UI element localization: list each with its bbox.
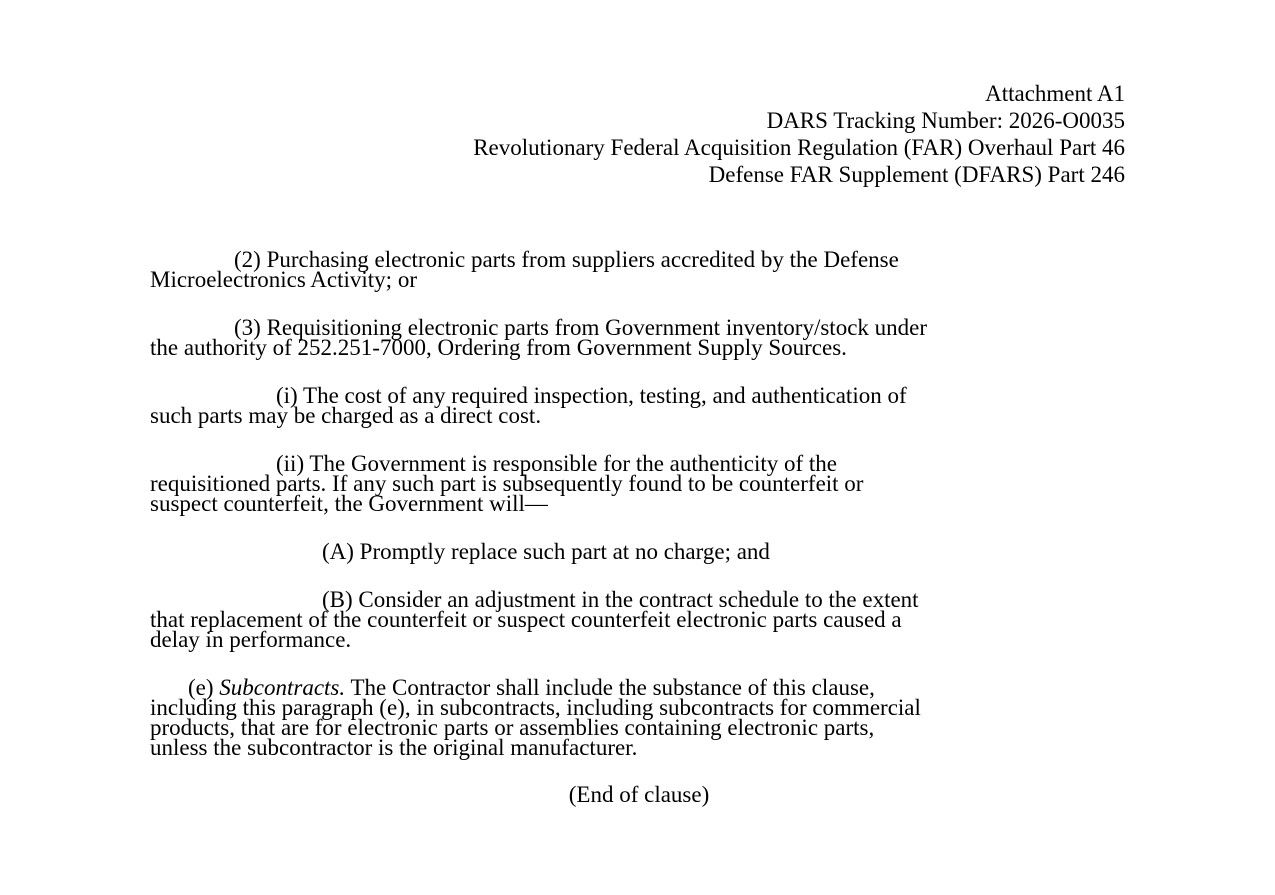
end-of-clause: (End of clause)	[568, 782, 710, 807]
paragraph-2-line-1: (2) Purchasing electronic parts from suppliers accredited by the Defense	[234, 247, 899, 272]
paragraph-B-line-3: delay in performance.	[150, 627, 352, 652]
paragraph-ii	[150, 451, 1140, 516]
paragraph-2-line-2: Microelectronics Activity; or	[150, 267, 417, 292]
paragraph-ii-line-3: suspect counterfeit, the Government will—	[150, 491, 548, 516]
paragraph-A-line-1: (A) Promptly replace such part at no charge; and	[322, 539, 770, 564]
clause-body	[150, 247, 1140, 807]
paragraph-i	[150, 383, 1140, 428]
document-header	[473, 80, 1125, 188]
paragraph-e-heading: Subcontracts.	[219, 675, 346, 700]
dfars-part-line: Defense FAR Supplement (DFARS) Part 246	[708, 162, 1125, 187]
paragraph-i-line-2: such parts may be charged as a direct cost.	[150, 403, 542, 428]
tracking-number: DARS Tracking Number: 2026-O0035	[766, 108, 1125, 133]
paragraph-e-label: (e)	[188, 675, 220, 700]
paragraph-e-line-3: products, that are for electronic parts or assemblies containing electronic parts,	[150, 715, 875, 740]
paragraph-e-line-4: unless the subcontractor is the original manufacturer.	[150, 735, 638, 760]
paragraph-B	[150, 587, 1140, 652]
paragraph-3-line-1: (3) Requisitioning electronic parts from Government inventory/stock under	[234, 315, 928, 340]
far-part-line: Revolutionary Federal Acquisition Regulation (FAR) Overhaul Part 46	[473, 135, 1125, 160]
paragraph-i-line-1: (i) The cost of any required inspection, testing, and authentication of	[276, 383, 907, 408]
paragraph-e	[150, 675, 1140, 760]
paragraph-3-line-2: the authority of 252.251-7000, Ordering from Government Supply Sources.	[150, 335, 847, 360]
paragraph-B-line-1: (B) Consider an adjustment in the contract schedule to the extent	[322, 587, 919, 612]
paragraph-A	[150, 539, 1140, 564]
paragraph-ii-line-1: (ii) The Government is responsible for the authenticity of the	[276, 451, 838, 476]
attachment-label: Attachment A1	[985, 81, 1125, 106]
paragraph-e-line-2: including this paragraph (e), in subcontracts, including subcontracts for commercial	[150, 695, 921, 720]
paragraph-ii-line-2: requisitioned parts. If any such part is subsequently found to be counterfeit or	[150, 471, 864, 496]
paragraph-e-line-1-text: The Contractor shall include the substance of this clause,	[345, 675, 875, 700]
paragraph-2	[150, 247, 1140, 292]
paragraph-3	[150, 315, 1140, 360]
paragraph-B-line-2: that replacement of the counterfeit or suspect counterfeit electronic parts caused a	[150, 607, 902, 632]
